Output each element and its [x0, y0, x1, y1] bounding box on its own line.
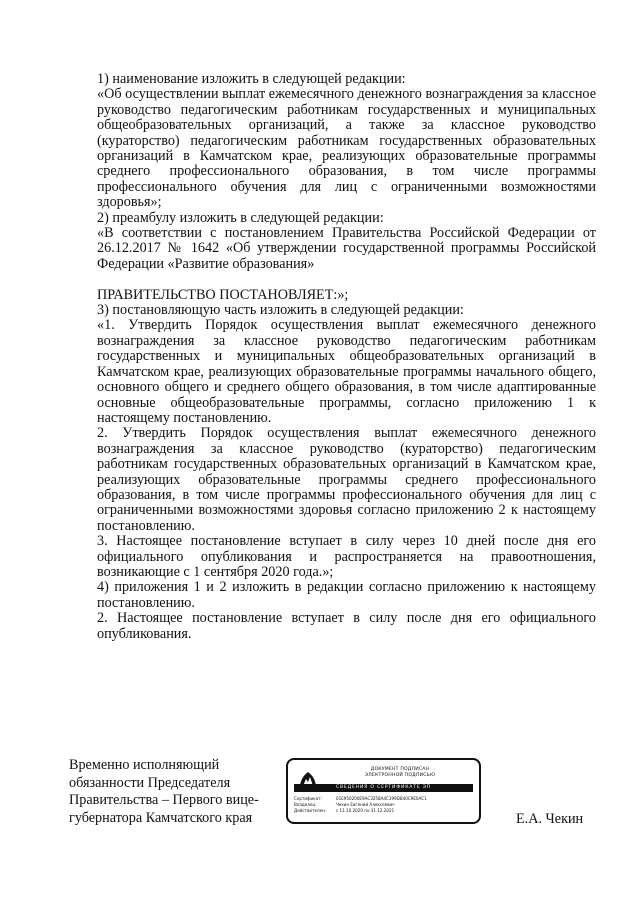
- paragraph: 2) преамбулу изложить в следующей редакции:: [97, 209, 384, 226]
- signatory-title: [69, 757, 269, 827]
- stamp-row-label: Сертификат:: [294, 796, 322, 801]
- stamp-row-label: Владелец:: [294, 802, 317, 808]
- paragraph: ПРАВИТЕЛЬСТВО ПОСТАНОВЛЯЕТ:»;: [97, 286, 349, 303]
- paragraph: 2. Утвердить Порядок осуществления выплат ежемесячного денежного вознаграждения за классное руководство (кураторство) педагогическим работникам государственных образовательных организаций в Камчатском крае, реализующих образовательные программы среднего профессионального образования, в том числе программы профессионального обучения для лиц с ограниченными возможностями здоровья согласно приложению 2 к настоящему постановлению.: [97, 425, 596, 534]
- signatory-title-line: Правительства – Первого вице-: [69, 792, 259, 808]
- document-body: [97, 72, 596, 642]
- electronic-signature-stamp: [286, 758, 481, 824]
- stamp-certificate-bar: СВЕДЕНИЯ О СЕРТИФИКАТЕ ЭП: [294, 784, 473, 792]
- signatory-name: Е.А. Чекин: [516, 811, 584, 827]
- paragraph: «В соответствии с постановлением Правительства Российской Федерации от 26.12.2017 № 1642 «Об утверждении государственной программы Российской Федерации «Развитие образования»: [97, 225, 596, 272]
- paragraph: 3. Настоящее постановление вступает в силу через 10 дней после дня его официального опубликования и распространяется на правоотношения, возникающие с 1 сентября 2020 года.»;: [97, 533, 596, 580]
- stamp-row-value: 01E950200E9AC3258A4C399DB40C9E0AC1: [336, 796, 427, 801]
- stamp-line: ЭЛЕКТРОННОЙ ПОДПИСЬЮ: [364, 773, 436, 778]
- paragraph: «1. Утвердить Порядок осуществления выплат ежемесячного денежного вознаграждения за классное руководство педагогическим работникам государственных и муниципальных общеобразовательных организаций в Камчатском крае, реализующих образовательные программы начального общего, основного общего и среднего общего образования, в том числе адаптированные основные общеобразовательные программы, согласно приложению 1 к настоящему постановлению.: [97, 317, 596, 426]
- stamp-row-value: с 11.10.2020 по 31.12.2021: [336, 808, 395, 814]
- signatory-title-line: Временно исполняющий: [69, 757, 220, 773]
- blank-line: [97, 272, 596, 287]
- signatory-title-line: губернатора Камчатского края: [69, 809, 253, 826]
- paragraph: 3) постановляющую часть изложить в следующей редакции:: [97, 302, 464, 319]
- stamp-line: ДОКУМЕНТ ПОДПИСАН: [370, 767, 430, 772]
- paragraph: «Об осуществлении выплат ежемесячного денежного вознаграждения за классное руководство педагогическим работникам государственных и муниципальных общеобразовательных организаций, а также за классное руководство (кураторство) педагогическим работникам государственных образовательных организаций в Камчатском крае, реализующих образовательные программы среднего профессионального образования, в том числе программы профессионального обучения для лиц с ограниченными возможностями здоровья»;: [97, 86, 596, 211]
- stamp-row: [294, 808, 474, 814]
- paragraph: 2. Настоящее постановление вступает в силу после дня его официального опубликования.: [97, 610, 596, 642]
- stamp-row-value: Чекин Евгений Алексеевич: [336, 802, 395, 808]
- stamp-details: [294, 796, 474, 815]
- stamp-row-label: Действителен:: [294, 808, 327, 814]
- paragraph: 4) приложения 1 и 2 изложить в редакции согласно приложению к настоящему постановлению.: [97, 579, 596, 611]
- stamp-header: [326, 767, 474, 779]
- signatory-title-line: обязанности Председателя: [69, 774, 231, 791]
- paragraph: 1) наименование изложить в следующей редакции:: [97, 71, 406, 87]
